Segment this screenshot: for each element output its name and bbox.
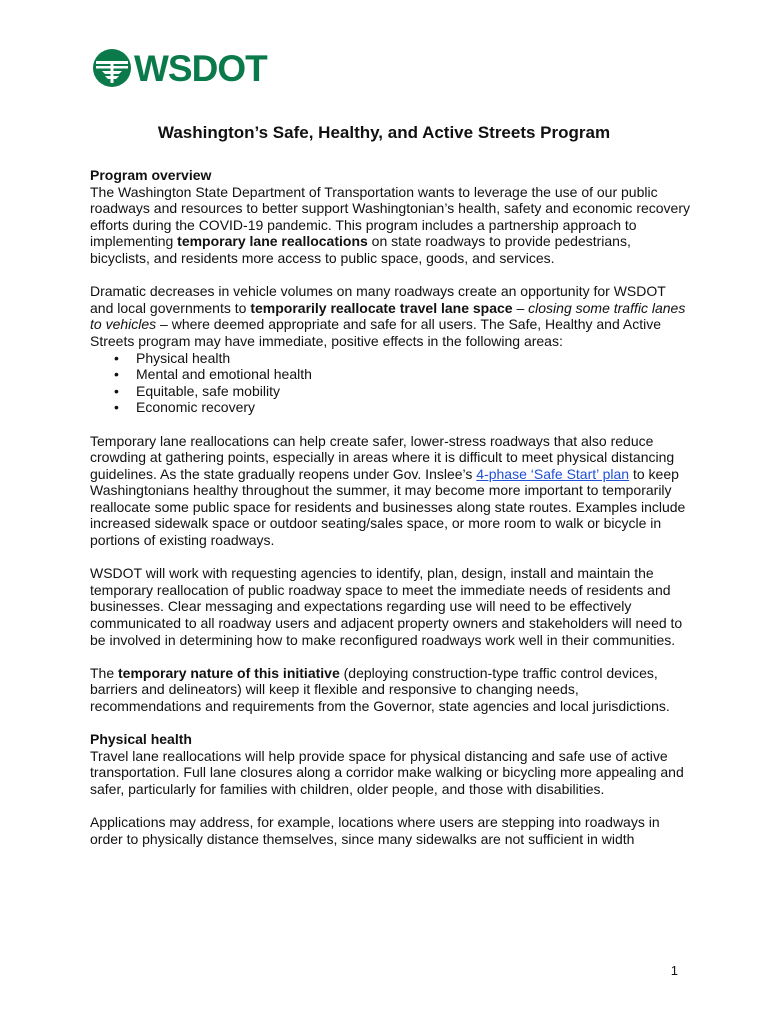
wsdot-wordmark: WSDOT [134, 47, 267, 89]
page-number: 1 [670, 963, 678, 978]
paragraph-lane-reallocations: Temporary lane reallocations can help create safer, lower-stress roadways that also reduce crowding at gathering points, especially in areas where it is difficult to meet physical distancing guidelines. As the state gradually reopens under Gov. Inslee’s 4-phase ‘Safe Start’ plan to keep Washingtonians healthy throughout the summer, it may become more important to temporarily reallocate some public space for residents and businesses along state routes. Examples include increased sidewalk space or outdoor seating/sales space, or more room to walk or bicycle in portions of existing roadways. [90, 432, 686, 549]
list-item: • Equitable, safe mobility [90, 383, 690, 400]
document-title: Washington’s Safe, Healthy, and Active Streets Program [157, 123, 611, 142]
paragraph-overview: The Washington State Department of Transportation wants to leverage the use of our public roadways and resources to better support Washingtonian’s health, safety and economic recovery efforts during the COVID-19 pandemic. This program includes a partnership approach to implementing temporary lane reallocations on state roadways to provide pedestrians, bicyclists, and residents more access to public space, goods, and services. [90, 183, 690, 266]
safe-start-plan-link[interactable]: 4-phase ‘Safe Start’ plan [476, 465, 630, 482]
paragraph-physical-health: Travel lane reallocations will help provide space for physical distancing and safe use of active transportation. Full lane closures along a corridor make walking or bicycling more appealing and safer, particularly for families with children, older people, and those with disabilities. [90, 747, 684, 797]
paragraph-agencies: WSDOT will work with requesting agencies to identify, plan, design, install and maintain the temporary reallocation of public roadway space to meet the immediate needs of residents and businesses. Clear messaging and expectations regarding use will need to be effectively communicated to all roadway users and adjacent property owners and stakeholders will need to be involved in determining how to make reconfigured roadways work well in their communities. [90, 565, 683, 648]
paragraph-applications: Applications may address, for example, locations where users are stepping into roadways in order to physically distance themselves, since many sidewalks are not sufficient in width [90, 814, 660, 847]
paragraph-opportunity: Dramatic decreases in vehicle volumes on many roadways create an opportunity for WSDOT and local governments to temporarily reallocate travel lane space – closing some traffic lanes to vehicles – where deemed appropriate and safe for all users. The Safe, Healthy and Active Streets program may have immediate, positive effects in the following areas: [90, 283, 686, 349]
wsdot-logo [92, 48, 267, 88]
list-item: • Mental and emotional health [90, 366, 690, 383]
section-heading-overview: Program overview [90, 167, 212, 183]
list-item: • Physical health [90, 350, 690, 367]
section-heading-physical-health: Physical health [90, 731, 192, 748]
paragraph-temporary-nature: The temporary nature of this initiative (deploying construction-type traffic control devices, barriers and delineators) will keep it flexible and responsive to changing needs, recommendations and requirements from the Governor, state agencies and local jurisdictions. [90, 664, 670, 714]
list-item: • Economic recovery [90, 399, 690, 416]
effects-list [90, 350, 690, 416]
document-body [90, 167, 690, 847]
wsdot-emblem-icon [92, 48, 132, 88]
